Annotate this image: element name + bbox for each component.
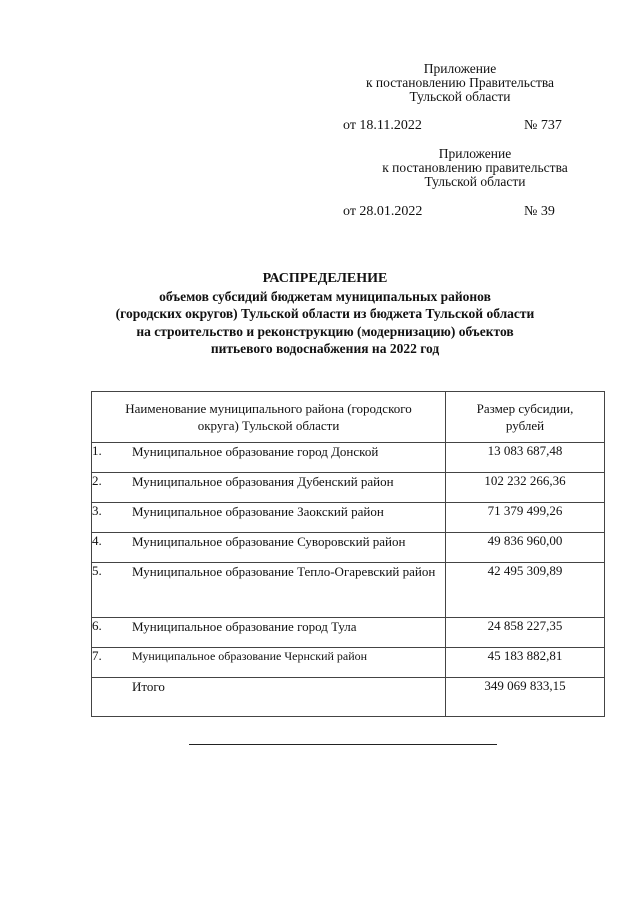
table-row bbox=[92, 443, 605, 473]
total-amount: 349 069 833,15 bbox=[446, 678, 605, 717]
appendix-region-line: Тульской области bbox=[409, 89, 511, 104]
appendix-resolution-line: к постановлению правительства bbox=[382, 160, 568, 175]
appendix-header-current bbox=[340, 62, 580, 104]
row-number: 7. bbox=[92, 648, 133, 678]
table-row bbox=[92, 503, 605, 533]
appendix-label: Приложение bbox=[438, 146, 512, 161]
row-number: 5. bbox=[92, 563, 133, 618]
title-line: на строительство и реконструкцию (модернизацию) объектов bbox=[136, 323, 514, 339]
subsidy-amount: 24 858 227,35 bbox=[446, 618, 605, 648]
subsidy-amount: 45 183 882,81 bbox=[446, 648, 605, 678]
subsidy-amount: 13 083 687,48 bbox=[446, 443, 605, 473]
title-line: (городских округов) Тульской области из бюджета Тульской области bbox=[115, 306, 535, 321]
subsidy-amount: 71 379 499,26 bbox=[446, 503, 605, 533]
resolution-date-current: от 18.11.2022 bbox=[343, 118, 422, 133]
table-row bbox=[92, 618, 605, 648]
resolution-date-original: от 28.01.2022 bbox=[343, 204, 423, 219]
table-row bbox=[92, 648, 605, 678]
appendix-region-line: Тульской области bbox=[424, 174, 526, 189]
row-number: 3. bbox=[92, 503, 133, 533]
table-total-row bbox=[92, 678, 605, 717]
subsidy-amount: 102 232 266,36 bbox=[446, 473, 605, 503]
table-row bbox=[92, 563, 605, 618]
row-number: 2. bbox=[92, 473, 133, 503]
header-amount: Размер субсидии, рублей bbox=[446, 392, 605, 443]
table-row bbox=[92, 473, 605, 503]
subsidy-amount: 49 836 960,00 bbox=[446, 533, 605, 563]
table-header-row bbox=[92, 392, 605, 443]
municipality-name: Муниципальное образование город Донской bbox=[132, 443, 446, 473]
municipality-name: Муниципальное образование Заокский район bbox=[132, 503, 446, 533]
subsidy-amount: 42 495 309,89 bbox=[446, 563, 605, 618]
resolution-number-original: № 39 bbox=[524, 204, 555, 219]
title-line: питьевого водоснабжения на 2022 год bbox=[210, 341, 440, 356]
resolution-number-current: № 737 bbox=[524, 118, 562, 133]
appendix-header-original bbox=[355, 147, 595, 189]
table-row bbox=[92, 533, 605, 563]
municipality-name: Муниципальное образование Чернский район bbox=[132, 648, 446, 678]
row-number: 1. bbox=[92, 443, 133, 473]
municipality-name: Муниципальное образования Дубенский район bbox=[132, 473, 446, 503]
row-number: 4. bbox=[92, 533, 133, 563]
appendix-resolution-line: к постановлению Правительства bbox=[365, 75, 555, 90]
total-label: Итого bbox=[132, 678, 446, 717]
total-number-cell bbox=[92, 678, 133, 717]
subsidy-table bbox=[91, 391, 605, 717]
title-line: объемов субсидий бюджетам муниципальных районов bbox=[159, 288, 491, 304]
appendix-label: Приложение bbox=[423, 61, 497, 76]
document-title bbox=[60, 270, 590, 358]
title-heading: РАСПРЕДЕЛЕНИЕ bbox=[262, 271, 388, 286]
municipality-name: Муниципальное образование Тепло-Огаревский район bbox=[132, 563, 446, 618]
closing-rule bbox=[189, 744, 497, 745]
header-name: Наименование муниципального района (городского округа) Тульской области bbox=[92, 392, 446, 443]
municipality-name: Муниципальное образование Суворовский район bbox=[132, 533, 446, 563]
row-number: 6. bbox=[92, 618, 133, 648]
municipality-name: Муниципальное образование город Тула bbox=[132, 618, 446, 648]
